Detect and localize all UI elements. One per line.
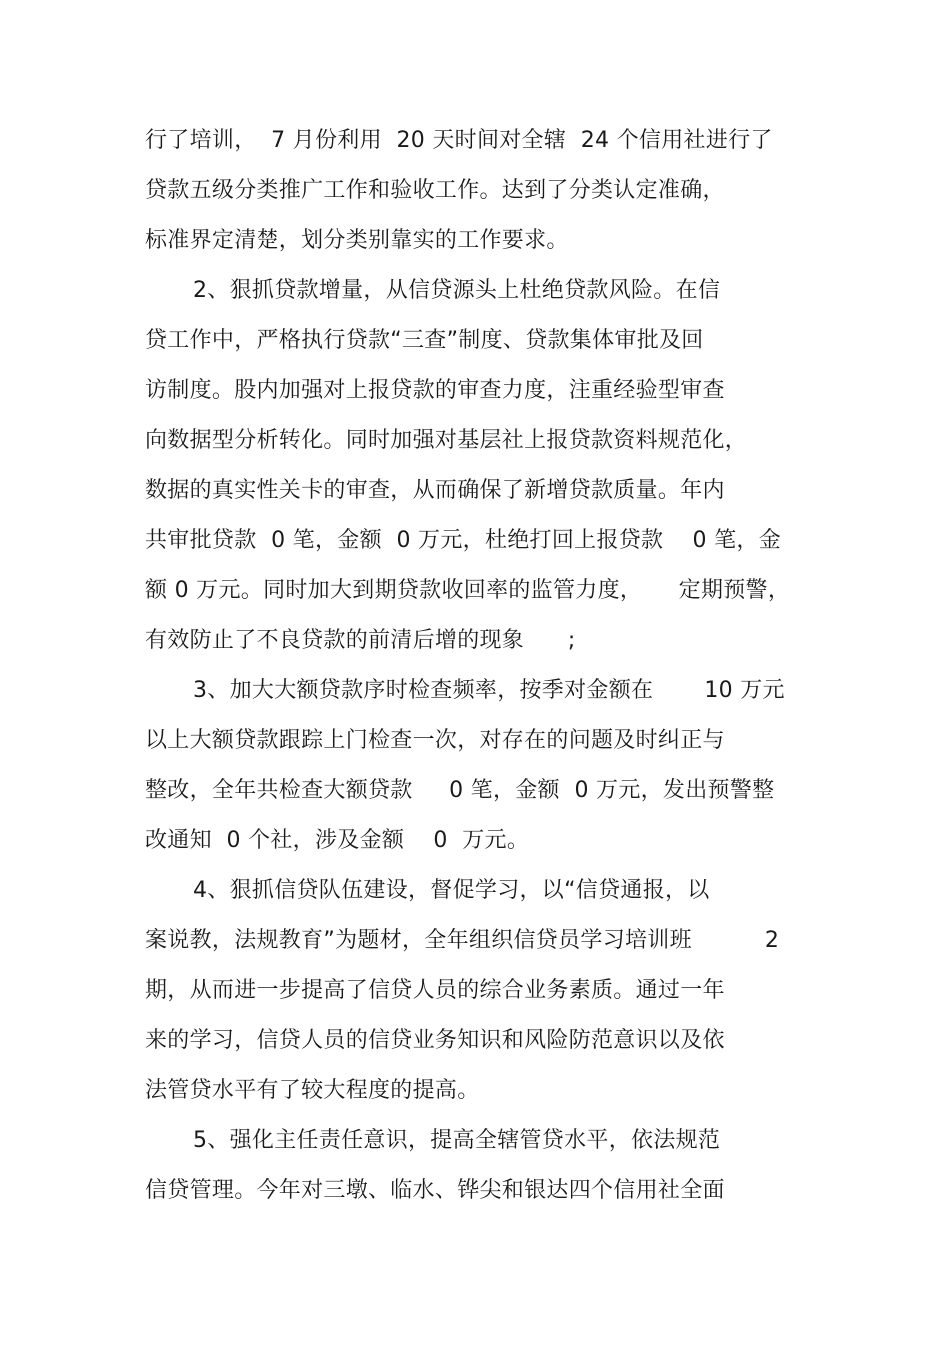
text-line: 共审批贷款 0 笔，金额 0 万元，杜绝打回上报贷款 0 笔，金 — [145, 528, 782, 553]
text-line: 有效防止了不良贷款的前清后增的现象 ; — [145, 628, 576, 653]
text-line: 期，从而进一步提高了信贷人员的综合业务素质。通过一年 — [145, 978, 725, 1003]
paragraph-5-start: 5、强化主任责任意识，提高全辖管贷水平，依法规范 — [193, 1128, 721, 1153]
text-line: 改通知 0 个社，涉及金额 0 万元。 — [145, 828, 530, 853]
text-line: 贷款五级分类推广工作和验收工作。达到了分类认定准确， — [145, 178, 725, 203]
text-line: 信贷管理。今年对三墩、临水、铧尖和银达四个信用社全面 — [145, 1178, 725, 1203]
text-line: 标准界定清楚，划分类别靠实的工作要求。 — [145, 228, 569, 253]
paragraph-4-start: 4、狠抓信贷队伍建设，督促学习，以“信贷通报，以 — [193, 878, 710, 903]
text-line: 访制度。股内加强对上报贷款的审查力度，注重经验型审查 — [145, 378, 725, 403]
text-line: 整改，全年共检查大额贷款 0 笔，金额 0 万元，发出预警整 — [145, 778, 775, 803]
paragraph-3-start: 3、加大大额贷款序时检查频率，按季对金额在 10 万元 — [193, 678, 785, 703]
paragraph-2-start: 2、狠抓贷款增量，从信贷源头上杜绝贷款风险。在信 — [193, 278, 721, 303]
text-line: 贷工作中，严格执行贷款“三查”制度、贷款集体审批及回 — [145, 328, 704, 353]
text-line: 数据的真实性关卡的审查，从而确保了新增贷款质量。年内 — [145, 478, 725, 503]
text-line: 案说教，法规教育”为题材，全年组织信贷员学习培训班 2 — [145, 928, 780, 953]
text-line: 向数据型分析转化。同时加强对基层社上报贷款资料规范化， — [145, 428, 748, 453]
text-line: 以上大额贷款跟踪上门检查一次，对存在的问题及时纠正与 — [145, 728, 725, 753]
text-line: 法管贷水平有了较大程度的提高。 — [145, 1078, 480, 1103]
text-line: 行了培训， 7 月份利用 20 天时间对全辖 24 个信用社进行了 — [145, 128, 773, 153]
text-line: 来的学习，信贷人员的信贷业务知识和风险防范意识以及依 — [145, 1028, 725, 1053]
text-line: 额 0 万元。同时加大到期贷款收回率的监管力度， 定期预警， — [145, 578, 791, 603]
